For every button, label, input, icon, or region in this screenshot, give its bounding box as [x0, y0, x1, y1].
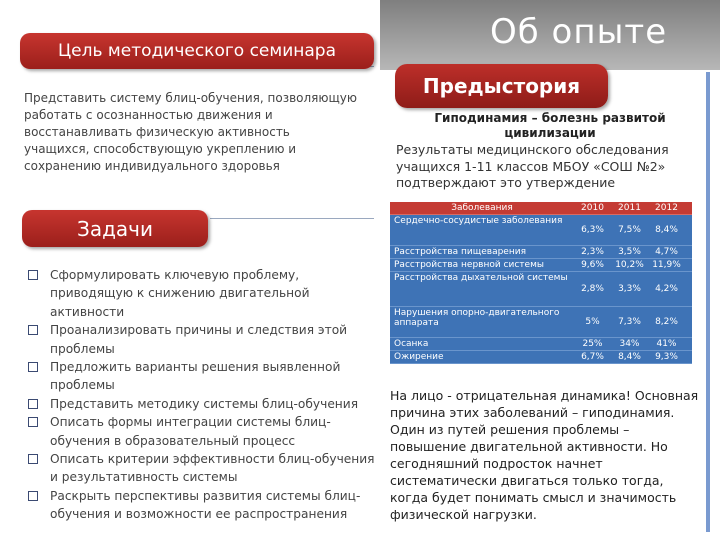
- table-cell: Расстройства пищеварения: [394, 247, 526, 257]
- prehistory-text: Результаты медицинского обследования учащихся 1-11 классов МБОУ «СОШ №2» подтверждают это утверждение: [396, 142, 669, 190]
- table-row: [390, 338, 692, 351]
- task-item: Раскрыть перспективы развития системы блиц-обучения и возможности ее распространения: [20, 487, 384, 524]
- task-item: Проанализировать причины и следствия этой проблемы: [20, 321, 384, 358]
- left-panel: [10, 18, 374, 536]
- table-cell: 3,5%: [618, 247, 641, 257]
- table-row: [390, 246, 692, 259]
- table-cell: Расстройства дыхательной системы: [394, 273, 568, 283]
- table-row: [390, 272, 692, 307]
- task-item: Предложить варианты решения выявленной проблемы: [20, 358, 384, 395]
- table-cell: 8,4%: [618, 352, 641, 362]
- table-cell: 10,2%: [615, 260, 644, 270]
- table-cell: 9,3%: [655, 352, 678, 362]
- table-cell: 41%: [656, 339, 677, 349]
- checkbox-icon: [28, 417, 38, 427]
- table-cell: 34%: [619, 339, 640, 349]
- table-cell: 8,4%: [655, 225, 678, 235]
- table-cell: Сердечно-сосудистые заболевания: [394, 216, 563, 226]
- checkbox-icon: [28, 454, 38, 464]
- table-cell: 6,7%: [581, 352, 604, 362]
- task-item: Описать критерии эффективности блиц-обучения и результативность системы: [20, 450, 384, 487]
- table-cell: Расстройства нервной системы: [394, 260, 544, 270]
- table-cell: Осанка: [394, 339, 429, 349]
- checkbox-icon: [28, 362, 38, 372]
- task-item: Представить методику системы блиц-обучения: [20, 395, 384, 413]
- table-row: [390, 351, 692, 364]
- table-row: [390, 215, 692, 246]
- table-cell: 2,3%: [581, 247, 604, 257]
- tasks-header: [22, 210, 208, 247]
- task-item: Описать формы интеграции системы блиц-обучения в образовательный процесс: [20, 413, 384, 450]
- table-cell: 2,8%: [581, 284, 604, 294]
- table-cell: 9,6%: [581, 260, 604, 270]
- table-cell: 11,9%: [652, 260, 681, 270]
- checkbox-icon: [28, 399, 38, 409]
- task-item: Сформулировать ключевую проблему, приводящую к снижению двигательной активности: [20, 266, 384, 321]
- side-rule: [706, 72, 710, 532]
- tasks-divider: [210, 218, 374, 219]
- checkbox-icon: [28, 270, 38, 280]
- goal-header: [20, 33, 374, 69]
- disease-table: [390, 202, 692, 364]
- tasks-list: [20, 266, 384, 524]
- table-header-cell: Заболевания: [451, 203, 513, 213]
- table-cell: 8,2%: [655, 317, 678, 327]
- checkbox-icon: [28, 325, 38, 335]
- table-cell: 25%: [582, 339, 603, 349]
- conclusion-text: На лицо - отрицательная динамика! Основная причина этих заболеваний – гиподинамия. Один из путей решения проблемы – повышение двигательной активности. Но сегодняшний подросток начнет систематически двигаться только тогда, когда будет понимать смысл и значимость физической нагрузки.: [390, 388, 699, 522]
- table-cell: 7,3%: [618, 317, 641, 327]
- prehistory-header: [395, 64, 608, 108]
- tasks-header-label: Задачи: [77, 216, 153, 241]
- table-row: [390, 259, 692, 272]
- table-cell: 5%: [585, 317, 600, 327]
- table-cell: 4,2%: [655, 284, 678, 294]
- table-header-cell: 2011: [618, 203, 641, 213]
- table-cell: Нарушения опорно-двигательного аппарата: [394, 308, 560, 328]
- table-cell: 3,3%: [618, 284, 641, 294]
- table-header-row: [390, 202, 692, 215]
- table-cell: 4,7%: [655, 247, 678, 257]
- prehistory-subtitle: Гиподинамия – болезнь развитой цивилизации: [434, 111, 666, 140]
- prehistory-header-label: Предыстория: [422, 74, 581, 98]
- table-cell: 6,3%: [581, 225, 604, 235]
- table-cell: 7,5%: [618, 225, 641, 235]
- goal-text: Представить систему блиц-обучения, позволяющую работать с осознанностью движения и восстанавливать физическую активность учащихся, способствующую укреплению и сохранению индивидуального здоровья: [24, 91, 357, 173]
- goal-header-label: Цель методического семинара: [57, 41, 336, 61]
- table-cell: Ожирение: [394, 352, 444, 362]
- checkbox-icon: [28, 491, 38, 501]
- page-title: Об опыте: [490, 12, 668, 52]
- table-row: [390, 307, 692, 338]
- table-header-cell: 2012: [655, 203, 678, 213]
- table-header-cell: 2010: [581, 203, 604, 213]
